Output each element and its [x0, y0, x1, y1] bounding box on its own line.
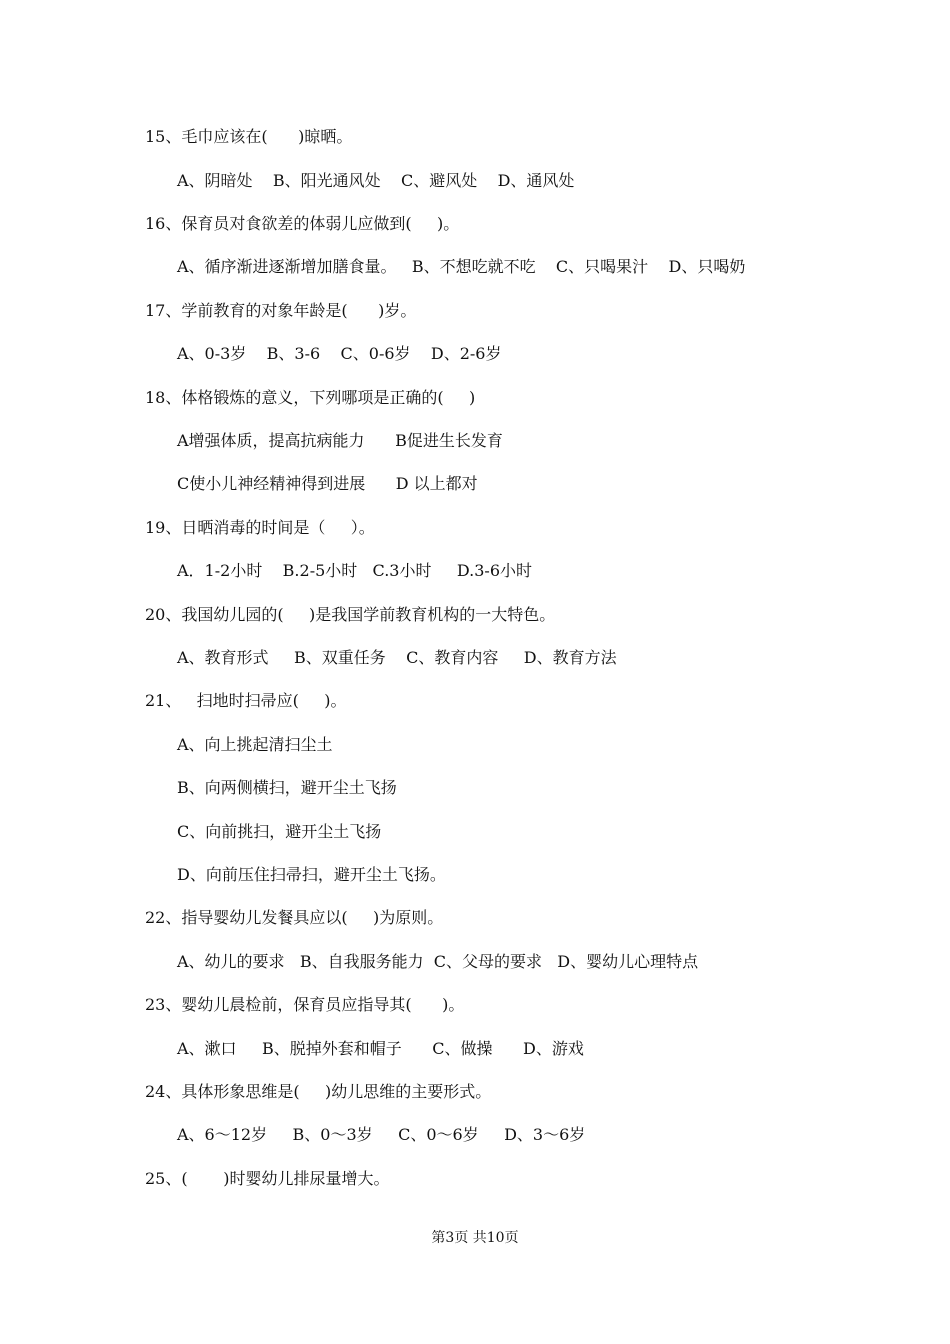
page-footer: 第3页 共10页 — [431, 1230, 519, 1246]
question-20-options: A、教育形式 B、双重任务 C、教育内容 D、教育方法 — [177, 648, 617, 667]
question-21-option-a: A、向上挑起清扫尘土 — [177, 735, 333, 754]
question-15: 15、毛巾应该在( )晾晒。 — [145, 127, 353, 146]
question-22-options: A、幼儿的要求 B、自我服务能力 C、父母的要求 D、婴幼儿心理特点 — [177, 952, 699, 971]
question-23-options: A、漱口 B、脱掉外套和帽子 C、做操 D、游戏 — [177, 1039, 584, 1058]
question-24-options: A、6～12岁 B、0～3岁 C、0～6岁 D、3～6岁 — [177, 1125, 586, 1144]
question-16: 16、保育员对食欲差的体弱儿应做到( )。 — [145, 214, 460, 233]
question-16-options: A、循序渐进逐渐增加膳食量。 B、不想吃就不吃 C、只喝果汁 D、只喝奶 — [177, 257, 746, 276]
question-21-option-d: D、向前压住扫帚扫，避开尘土飞扬。 — [177, 865, 446, 884]
question-18-options-ab: A增强体质，提高抗病能力 B促进生长发育 — [177, 431, 503, 450]
question-18: 18、体格锻炼的意义，下列哪项是正确的( ) — [145, 388, 476, 407]
question-25: 25、( )时婴幼儿排尿量增大。 — [145, 1169, 390, 1188]
question-19: 19、日晒消毒的时间是（ ）。 — [145, 518, 375, 537]
question-21: 21、 扫地时扫帚应( )。 — [145, 691, 347, 710]
question-17-options: A、0-3岁 B、3-6 C、0-6岁 D、2-6岁 — [177, 344, 502, 363]
question-22: 22、指导婴幼儿发餐具应以( )为原则。 — [145, 908, 444, 927]
question-18-options-cd: C使小儿神经精神得到进展 D 以上都对 — [177, 474, 478, 493]
question-20: 20、我国幼儿园的( )是我国学前教育机构的一大特色。 — [145, 605, 556, 624]
question-21-option-c: C、向前挑扫，避开尘土飞扬 — [177, 822, 382, 841]
question-21-option-b: B、向两侧横扫，避开尘土飞扬 — [177, 778, 397, 797]
question-24: 24、具体形象思维是( )幼儿思维的主要形式。 — [145, 1082, 492, 1101]
question-17: 17、学前教育的对象年龄是( )岁。 — [145, 301, 417, 320]
question-15-options: A、阴暗处 B、阳光通风处 C、避风处 D、通风处 — [177, 171, 575, 190]
question-23: 23、婴幼儿晨检前，保育员应指导其( )。 — [145, 995, 465, 1014]
question-19-options: A．1-2小时 B.2-5小时 C.3小时 D.3-6小时 — [177, 561, 533, 580]
